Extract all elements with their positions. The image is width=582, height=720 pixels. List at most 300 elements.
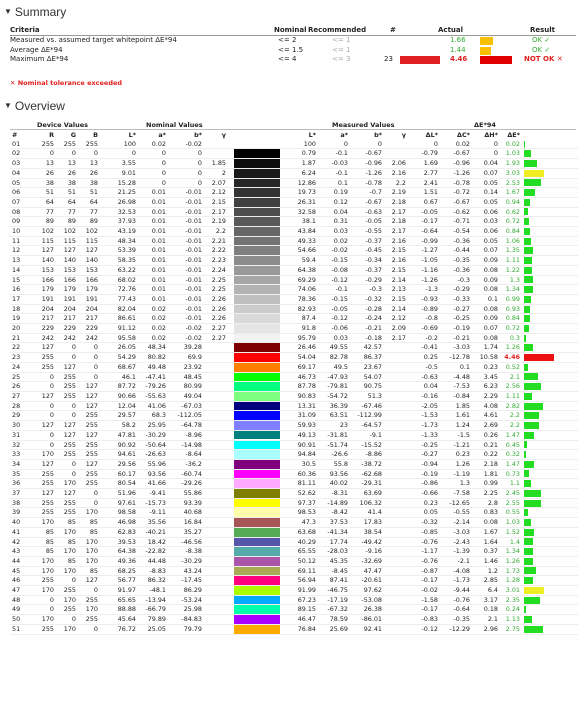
cell-dE: 1.1 xyxy=(500,479,522,489)
cell-dH: 0.14 xyxy=(472,188,500,198)
cell-mb: -9.1 xyxy=(350,430,384,440)
cell-gm: 2.25 xyxy=(204,275,228,285)
overview-row xyxy=(10,343,578,353)
cell-dL: -1.27 xyxy=(408,246,440,256)
cell-b: 255 xyxy=(78,479,100,489)
cell-a: 0.01 xyxy=(138,275,168,285)
cell-L: 26.98 xyxy=(100,197,138,207)
overview-row xyxy=(10,566,578,576)
delta-e-bar-cell xyxy=(522,450,578,460)
color-swatch xyxy=(228,537,286,547)
cell-n: 22 xyxy=(10,343,34,353)
cell-mL: 65.55 xyxy=(286,547,318,557)
cell-dL: -0.94 xyxy=(408,459,440,469)
cell-dE: 2.56 xyxy=(500,382,522,392)
cell-bb: -67.03 xyxy=(168,401,204,411)
cell-g: 127 xyxy=(56,489,78,499)
cell-mg xyxy=(384,479,408,489)
color-swatch xyxy=(228,256,286,266)
delta-e-bar-cell xyxy=(522,178,578,188)
cell-r: 85 xyxy=(34,537,56,547)
cell-gm xyxy=(204,615,228,625)
delta-e-bar-cell xyxy=(522,566,578,576)
cell-a: -15.73 xyxy=(138,498,168,508)
cell-L: 37.93 xyxy=(100,217,138,227)
cell-ma: -8.31 xyxy=(318,489,350,499)
cell-dH: 2.8 xyxy=(472,498,500,508)
cell-n: 38 xyxy=(10,498,34,508)
cell-mL: 59.93 xyxy=(286,421,318,431)
cell-b: 170 xyxy=(78,508,100,518)
cell-gm xyxy=(204,566,228,576)
cell-r: 0 xyxy=(34,411,56,421)
delta-e-bar-cell xyxy=(522,372,578,382)
cell-dH: 0.07 xyxy=(472,324,500,334)
delta-e-bar xyxy=(524,364,528,371)
delta-e-bar-cell xyxy=(522,140,578,149)
cell-g: 13 xyxy=(56,159,78,169)
col-hash: # xyxy=(390,26,396,34)
overview-row xyxy=(10,159,578,169)
color-swatch xyxy=(228,489,286,499)
overview-row xyxy=(10,178,578,188)
overview-row xyxy=(10,265,578,275)
delta-e-bar xyxy=(524,354,554,361)
cell-r: 170 xyxy=(34,586,56,596)
cell-ma: -0.1 xyxy=(318,168,350,178)
cell-mL: 50.12 xyxy=(286,556,318,566)
cell-dC: 1.24 xyxy=(440,421,472,431)
cell-gm xyxy=(204,527,228,537)
delta-e-bar-cell xyxy=(522,256,578,266)
cell-ma: -14.89 xyxy=(318,498,350,508)
overview-row xyxy=(10,168,578,178)
overview-row xyxy=(10,411,578,421)
cell-gm xyxy=(204,382,228,392)
cell-n: 27 xyxy=(10,391,34,401)
cell-b: 0 xyxy=(78,362,100,372)
cell-dE: 1.26 xyxy=(500,343,522,353)
cell-mg xyxy=(384,518,408,528)
col-delta-h: ΔH* xyxy=(484,131,498,139)
cell-dH: 0.04 xyxy=(472,159,500,169)
cell-ma: 0.12 xyxy=(318,197,350,207)
cell-dH: 6.23 xyxy=(472,382,500,392)
cell-dH: 2.85 xyxy=(472,576,500,586)
cell-dC: 1.3 xyxy=(440,479,472,489)
cell-g: 0 xyxy=(56,149,78,159)
cell-L: 15.28 xyxy=(100,178,138,188)
delta-e-bar xyxy=(524,626,543,633)
cell-g: 170 xyxy=(56,547,78,557)
delta-e-bar-cell xyxy=(522,421,578,431)
cell-b: 0 xyxy=(78,624,100,634)
actual-value: 4.46 xyxy=(450,55,468,63)
cell-L: 9.01 xyxy=(100,168,138,178)
cell-a: -30.29 xyxy=(138,430,168,440)
cell-dH: 0 xyxy=(472,149,500,159)
cell-mg xyxy=(384,401,408,411)
cell-a: -9.41 xyxy=(138,489,168,499)
cell-dL: -0.32 xyxy=(408,518,440,528)
cell-dL: 0 xyxy=(408,140,440,149)
cell-dL: 0.04 xyxy=(408,382,440,392)
cell-gm: 2 xyxy=(204,168,228,178)
cell-gm xyxy=(204,489,228,499)
collapse-triangle-icon[interactable]: ▼ xyxy=(4,101,12,110)
cell-dE: 0.55 xyxy=(500,508,522,518)
cell-gm xyxy=(204,576,228,586)
cell-mb: 63.69 xyxy=(350,489,384,499)
cell-n: 14 xyxy=(10,265,34,275)
cell-mb: -9.16 xyxy=(350,547,384,557)
cell-mb: -15.52 xyxy=(350,440,384,450)
cell-mg xyxy=(384,586,408,596)
cell-dH: 0.08 xyxy=(472,265,500,275)
cell-bb: -64.78 xyxy=(168,421,204,431)
overview-row xyxy=(10,401,578,411)
cell-mg: 2.16 xyxy=(384,256,408,266)
delta-e-bar-cell xyxy=(522,576,578,586)
delta-e-bar-cell xyxy=(522,265,578,275)
color-swatch xyxy=(228,207,286,217)
cell-mb: -0.55 xyxy=(350,227,384,237)
cell-mb: -29.31 xyxy=(350,479,384,489)
cell-dL: -0.86 xyxy=(408,479,440,489)
cell-L: 26.05 xyxy=(100,343,138,353)
cell-L: 58.2 xyxy=(100,421,138,431)
col-measured-gamma: γ xyxy=(401,131,406,139)
cell-dH: 0.08 xyxy=(472,304,500,314)
cell-ma: 49.55 xyxy=(318,343,350,353)
cell-L: 12.04 xyxy=(100,401,138,411)
cell-ma: -47.93 xyxy=(318,372,350,382)
delta-e-bar-cell xyxy=(522,595,578,605)
delta-e-bar-cell xyxy=(522,246,578,256)
cell-dE: 1.35 xyxy=(500,246,522,256)
summary-heading[interactable]: ▼ Summary xyxy=(4,5,67,19)
cell-n: 49 xyxy=(10,605,34,615)
overview-row xyxy=(10,605,578,615)
cell-n: 15 xyxy=(10,275,34,285)
cell-b: 204 xyxy=(78,304,100,314)
cell-gm: 2.22 xyxy=(204,246,228,256)
cell-mb: -0.37 xyxy=(350,265,384,275)
color-swatch xyxy=(228,236,286,246)
cell-ma: 0.02 xyxy=(318,236,350,246)
color-swatch xyxy=(228,401,286,411)
cell-dH: 0.18 xyxy=(472,605,500,615)
cell-L: 76.72 xyxy=(100,624,138,634)
delta-e-bar xyxy=(524,189,535,196)
cell-bb: -60.74 xyxy=(168,469,204,479)
cell-dC: -0.3 xyxy=(440,275,472,285)
cell-ma: -46.75 xyxy=(318,586,350,596)
delta-e-bar xyxy=(524,606,526,613)
cell-dC: -0.33 xyxy=(440,294,472,304)
cell-mL: 32.58 xyxy=(286,207,318,217)
cell-r: 85 xyxy=(34,547,56,557)
cell-L: 77.43 xyxy=(100,294,138,304)
cell-ma: -0.08 xyxy=(318,265,350,275)
cell-ma: 45.35 xyxy=(318,556,350,566)
cell-dL: -0.17 xyxy=(408,605,440,615)
delta-e-bar xyxy=(524,218,529,225)
cell-gm: 2.24 xyxy=(204,265,228,275)
cell-b: 170 xyxy=(78,556,100,566)
nominal-values-header: Nominal Values xyxy=(146,121,203,129)
cell-L: 51.96 xyxy=(100,489,138,499)
overview-row xyxy=(10,527,578,537)
overview-row xyxy=(10,479,578,489)
overview-row xyxy=(10,285,578,295)
result-status: OK ✓ xyxy=(532,45,551,54)
cell-dE: 0.72 xyxy=(500,217,522,227)
cell-g: 0 xyxy=(56,459,78,469)
cell-mg xyxy=(384,595,408,605)
color-swatch xyxy=(228,333,286,343)
collapse-triangle-icon[interactable]: ▼ xyxy=(4,7,12,16)
cell-r: 85 xyxy=(34,527,56,537)
cell-mL: 49.33 xyxy=(286,236,318,246)
criteria-label: Maximum ΔE*94 xyxy=(10,55,69,63)
col-result: Result xyxy=(530,26,556,34)
cell-g: 255 xyxy=(56,498,78,508)
delta-e-bar xyxy=(524,393,532,400)
overview-table xyxy=(10,131,578,635)
overview-row xyxy=(10,576,578,586)
cell-bb: 69.9 xyxy=(168,353,204,363)
cell-r: 255 xyxy=(34,469,56,479)
cell-mL: 54.04 xyxy=(286,353,318,363)
color-swatch xyxy=(228,149,286,159)
cell-mb: -0.67 xyxy=(350,149,384,159)
delta-e-bar-cell xyxy=(522,479,578,489)
color-swatch xyxy=(228,615,286,625)
cell-mg: 2.19 xyxy=(384,188,408,198)
cell-r: 115 xyxy=(34,236,56,246)
cell-ma: -0.12 xyxy=(318,275,350,285)
cell-n: 23 xyxy=(10,353,34,363)
cell-dL: -0.41 xyxy=(408,343,440,353)
criteria-num: 23 xyxy=(384,55,393,63)
cell-a: 0.02 xyxy=(138,314,168,324)
cell-gm: 2.26 xyxy=(204,294,228,304)
delta-e-bar-cell xyxy=(522,430,578,440)
overview-heading[interactable]: ▼ Overview xyxy=(4,99,65,113)
delta-e-bar xyxy=(524,160,537,167)
cell-n: 02 xyxy=(10,149,34,159)
cell-mL: 63.68 xyxy=(286,527,318,537)
cell-dC: -0.25 xyxy=(440,314,472,324)
cell-mb: 90.75 xyxy=(350,382,384,392)
cell-mg: 2.17 xyxy=(384,333,408,343)
overview-row xyxy=(10,615,578,625)
cell-L: 88.88 xyxy=(100,605,138,615)
cell-ma: 63.51 xyxy=(318,411,350,421)
cell-r: 0 xyxy=(34,440,56,450)
cell-dC: -0.84 xyxy=(440,391,472,401)
criteria-row xyxy=(10,46,576,56)
cell-dL: -0.83 xyxy=(408,615,440,625)
cell-dL: -0.19 xyxy=(408,469,440,479)
cell-bb: -14.98 xyxy=(168,440,204,450)
cell-dC: -0.29 xyxy=(440,285,472,295)
cell-n: 13 xyxy=(10,256,34,266)
cell-dE: 2.1 xyxy=(500,372,522,382)
cell-mg xyxy=(384,537,408,547)
cell-r: 127 xyxy=(34,246,56,256)
cell-n: 26 xyxy=(10,382,34,392)
color-swatch xyxy=(228,440,286,450)
cell-b: 255 xyxy=(78,421,100,431)
cell-mL: 87.78 xyxy=(286,382,318,392)
cell-dH: 2.69 xyxy=(472,421,500,431)
cell-b: 115 xyxy=(78,236,100,246)
cell-mb: -32.69 xyxy=(350,556,384,566)
cell-L: 87.72 xyxy=(100,382,138,392)
cell-L: 97.61 xyxy=(100,498,138,508)
cell-b: 0 xyxy=(78,498,100,508)
col-nominal-a: a* xyxy=(158,131,166,139)
cell-mL: 76.84 xyxy=(286,624,318,634)
delta-e-bar xyxy=(524,228,530,235)
cell-ma: -17.19 xyxy=(318,595,350,605)
cell-mL: 52.62 xyxy=(286,489,318,499)
col-r: R xyxy=(49,131,54,139)
cell-dE: 2.2 xyxy=(500,411,522,421)
overview-row xyxy=(10,391,578,401)
cell-dC: -0.64 xyxy=(440,605,472,615)
color-swatch xyxy=(228,304,286,314)
cell-r: 0 xyxy=(34,430,56,440)
cell-n: 51 xyxy=(10,624,34,634)
cell-b: 179 xyxy=(78,285,100,295)
delta-e-bar-cell xyxy=(522,556,578,566)
cell-mL: 43.84 xyxy=(286,227,318,237)
cell-dL: -2.05 xyxy=(408,401,440,411)
cell-a: 0.01 xyxy=(138,294,168,304)
cell-n: 24 xyxy=(10,362,34,372)
cell-dL: 0.67 xyxy=(408,197,440,207)
cell-mg xyxy=(384,372,408,382)
cell-dH: 2.18 xyxy=(472,459,500,469)
delta-e-bar xyxy=(524,538,533,545)
cell-n: 47 xyxy=(10,586,34,596)
cell-mL: 60.36 xyxy=(286,469,318,479)
cell-mg xyxy=(384,362,408,372)
delta-e-bar-cell xyxy=(522,343,578,353)
cell-dE: 0.99 xyxy=(500,294,522,304)
delta-e-bar-cell xyxy=(522,391,578,401)
cell-r: 127 xyxy=(34,459,56,469)
col-criteria: Criteria xyxy=(10,26,40,34)
cell-g: 191 xyxy=(56,294,78,304)
cell-dC: 0.23 xyxy=(440,450,472,460)
cell-dE: 2.35 xyxy=(500,595,522,605)
cell-mb: 47.47 xyxy=(350,566,384,576)
col-nominal-gamma: γ xyxy=(221,131,226,139)
delta-e-bar xyxy=(524,490,541,497)
cell-a: 41.66 xyxy=(138,479,168,489)
cell-mb: -0.29 xyxy=(350,275,384,285)
cell-dH: 0.21 xyxy=(472,440,500,450)
cell-r: 127 xyxy=(34,391,56,401)
cell-mL: 69.11 xyxy=(286,566,318,576)
cell-n: 50 xyxy=(10,615,34,625)
cell-gm xyxy=(204,362,228,372)
cell-dE: 1.03 xyxy=(500,518,522,528)
cell-dC: 0.02 xyxy=(440,140,472,149)
cell-dH: 0.07 xyxy=(472,168,500,178)
cell-b: 85 xyxy=(78,527,100,537)
cell-mL: 89.15 xyxy=(286,605,318,615)
delta-e-bar xyxy=(524,587,544,594)
cell-g: 127 xyxy=(56,421,78,431)
cell-a: -79.26 xyxy=(138,382,168,392)
cell-mg xyxy=(384,469,408,479)
delta-e-bar xyxy=(524,286,533,293)
cell-dC: -0.71 xyxy=(440,217,472,227)
cell-a: 44.48 xyxy=(138,556,168,566)
cell-a: 49.48 xyxy=(138,362,168,372)
cell-dC: 1.61 xyxy=(440,411,472,421)
cell-dE: 2.55 xyxy=(500,498,522,508)
overview-row xyxy=(10,498,578,508)
cell-n: 28 xyxy=(10,401,34,411)
cell-ma: 82.78 xyxy=(318,353,350,363)
cell-gm xyxy=(204,624,228,634)
cell-dC: -0.96 xyxy=(440,159,472,169)
delta-e-bar xyxy=(524,238,531,245)
cell-b: 170 xyxy=(78,547,100,557)
delta-e-bar xyxy=(524,335,526,342)
cell-dC: -0.78 xyxy=(440,178,472,188)
cell-n: 25 xyxy=(10,372,34,382)
cell-g: 170 xyxy=(56,527,78,537)
cell-a: 55.96 xyxy=(138,459,168,469)
cell-dC: -3.03 xyxy=(440,343,472,353)
cell-mb: -0.28 xyxy=(350,304,384,314)
cell-mg: 2.2 xyxy=(384,178,408,188)
color-swatch xyxy=(228,275,286,285)
cell-g: 89 xyxy=(56,217,78,227)
cell-mL: 47.3 xyxy=(286,518,318,528)
cell-n: 06 xyxy=(10,188,34,198)
cell-b: 127 xyxy=(78,391,100,401)
delta-e-bar-cell xyxy=(522,314,578,324)
cell-n: 12 xyxy=(10,246,34,256)
cell-dE: 0.72 xyxy=(500,324,522,334)
overview-row xyxy=(10,586,578,596)
cell-bb: 40.68 xyxy=(168,508,204,518)
cell-dE: 1.67 xyxy=(500,188,522,198)
delta-e-bar xyxy=(524,170,544,177)
cell-dC: -0.36 xyxy=(440,236,472,246)
cell-b: 85 xyxy=(78,518,100,528)
cell-b: 191 xyxy=(78,294,100,304)
cell-g: 255 xyxy=(56,440,78,450)
cell-mb: -0.37 xyxy=(350,236,384,246)
cell-dL: -1.3 xyxy=(408,285,440,295)
color-swatch xyxy=(228,595,286,605)
cell-mL: 12.86 xyxy=(286,178,318,188)
cell-b: 85 xyxy=(78,566,100,576)
cell-bb: -17.45 xyxy=(168,576,204,586)
cell-dE: 0.84 xyxy=(500,227,522,237)
cell-dL: 2.77 xyxy=(408,168,440,178)
actual-bar xyxy=(480,47,491,55)
